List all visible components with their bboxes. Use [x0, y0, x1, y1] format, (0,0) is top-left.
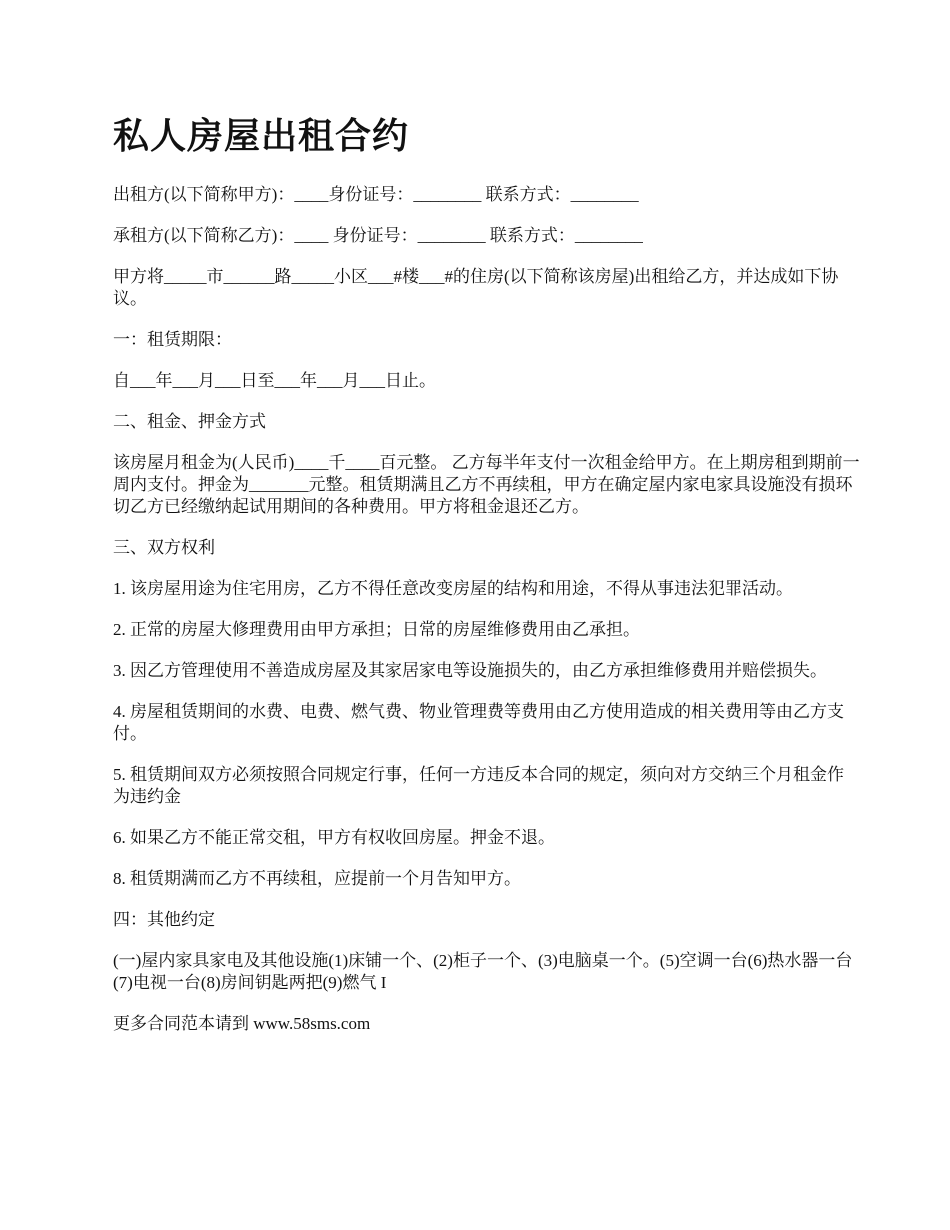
lessee-info: 承租方(以下简称乙方)：____ 身份证号：________ 联系方式：________	[113, 226, 643, 245]
lessor-info: 出租方(以下简称甲方)：____身份证号：________ 联系方式：________	[113, 185, 639, 204]
clause-4: 4. 房屋租赁期间的水费、电费、燃气费、物业管理费等费用由乙方使用造成的相关费用等由乙方支付。	[113, 702, 844, 743]
rent-deposit-terms: 该房屋月租金为(人民币)____千____百元整。 乙方每半年支付一次租金给甲方。在上期房租到期前一周内支付。押金为_______元整。租赁期满且乙方不再续租，甲方在确定屋内家电家具设施没有损环切乙方已经缴纳起试用期间的各种费用。甲方将租金退还乙方。	[113, 453, 860, 516]
section-heading-lease-term: 一：租赁期限：	[113, 330, 232, 349]
clause-5: 5. 租赁期间双方必须按照合同规定行事，任何一方违反本合同的规定，须向对方交纳三个月租金作为违约金	[113, 765, 844, 806]
property-description: 甲方将_____市______路_____小区___#楼___#的住房(以下简称该房屋)出租给乙方，并达成如下协议。	[113, 267, 839, 308]
clause-1: 1. 该房屋用途为住宅用房，乙方不得任意改变房屋的结构和用途，不得从事违法犯罪活动。	[113, 579, 793, 598]
section-heading-rent-deposit: 二、租金、押金方式	[113, 412, 266, 431]
clause-3: 3. 因乙方管理使用不善造成房屋及其家居家电等设施损失的，由乙方承担维修费用并赔偿损失。	[113, 661, 827, 680]
lease-term-dates: 自___年___月___日至___年___月___日止。	[113, 371, 436, 390]
clause-8: 8. 租赁期满而乙方不再续租，应提前一个月告知甲方。	[113, 869, 521, 888]
clause-2: 2. 正常的房屋大修理费用由甲方承担；日常的房屋维修费用由乙承担。	[113, 620, 640, 639]
section-heading-rights: 三、双方权利	[113, 538, 215, 557]
footer-more-templates: 更多合同范本请到 www.58sms.com	[113, 1014, 371, 1033]
furnishings-list: (一)屋内家具家电及其他设施(1)床铺一个、(2)柜子一个、(3)电脑桌一个。(5)空调一台(6)热水器一台(7)电视一台(8)房间钥匙两把(9)燃气 I	[113, 951, 853, 992]
document-title: 私人房屋出租合约	[113, 116, 410, 156]
clause-6: 6. 如果乙方不能正常交租，甲方有权收回房屋。押金不退。	[113, 828, 555, 847]
section-heading-other: 四：其他约定	[113, 910, 215, 929]
